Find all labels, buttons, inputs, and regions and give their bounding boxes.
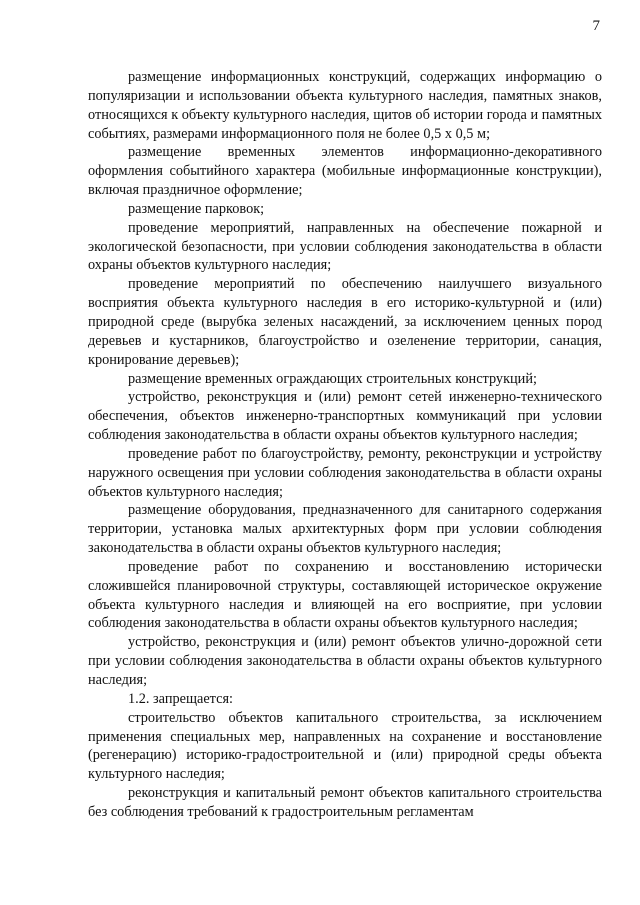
paragraph: размещение информационных конструкций, содержащих информацию о популяризации и использовании объекта культурного наследия, памятных знаков, относящихся к объекту культурного наследия, щитов об истории города и памятных событиях, размерами информационного поля не более 0,5 х 0,5 м; <box>88 69 602 142</box>
section-heading: 1.2. запрещается: <box>128 690 233 707</box>
paragraph: проведение работ по сохранению и восстановлению исторически сложившейся планировочной структуры, составляющей историческое окружение объекта культурного наследия и влияющей на его восприятие, при условии соблюдения законодательства в области охраны объектов культурного наследия; <box>88 558 602 632</box>
paragraph: строительство объектов капитального строительства, за исключением применения специальных мер, направленных на сохранение и восстановление (регенерацию) историко-градостроительной и (или) природной среды объекта культурного наследия; <box>88 709 602 783</box>
paragraph: устройство, реконструкция и (или) ремонт сетей инженерно-технического обеспечения, объектов инженерно-транспортных коммуникаций при условии соблюдения законодательства в области охраны объектов культурного наследия; <box>88 389 602 444</box>
paragraph: проведение мероприятий по обеспечению наилучшего визуального восприятия объекта культурного наследия в его историко-культурной и (или) природной среде (вырубка зеленых насаждений, за исключением ценных пород деревьев и кустарников, благоустройство и озеленение территории, санация, кронирование деревьев); <box>88 276 602 368</box>
paragraph: размещение парковок; <box>128 200 265 217</box>
page-number: 7 <box>592 18 600 34</box>
paragraph: размещение временных ограждающих строительных конструкций; <box>128 370 537 387</box>
document-body <box>88 68 602 822</box>
paragraph: размещение временных элементов информационно-декоративного оформления событийного характера (мобильные информационные конструкции), включая праздничное оформление; <box>88 144 602 199</box>
paragraph: проведение мероприятий, направленных на обеспечение пожарной и экологической безопасности, при условии соблюдения законодательства в области охраны объектов культурного наследия; <box>88 219 602 274</box>
paragraph: реконструкция и капитальный ремонт объектов капитального строительства без соблюдения требований к градостроительным регламентам <box>88 785 602 820</box>
paragraph: размещение оборудования, предназначенного для санитарного содержания территории, установка малых архитектурных форм при условии соблюдения законодательства в области охраны объектов культурного наследия; <box>88 502 602 557</box>
paragraph: устройство, реконструкция и (или) ремонт объектов улично-дорожной сети при условии соблюдения законодательства в области охраны объектов культурного наследия; <box>88 634 602 688</box>
paragraph: проведение работ по благоустройству, ремонту, реконструкции и устройству наружного освещения при условии соблюдения законодательства в области охраны объектов культурного наследия; <box>88 445 602 500</box>
